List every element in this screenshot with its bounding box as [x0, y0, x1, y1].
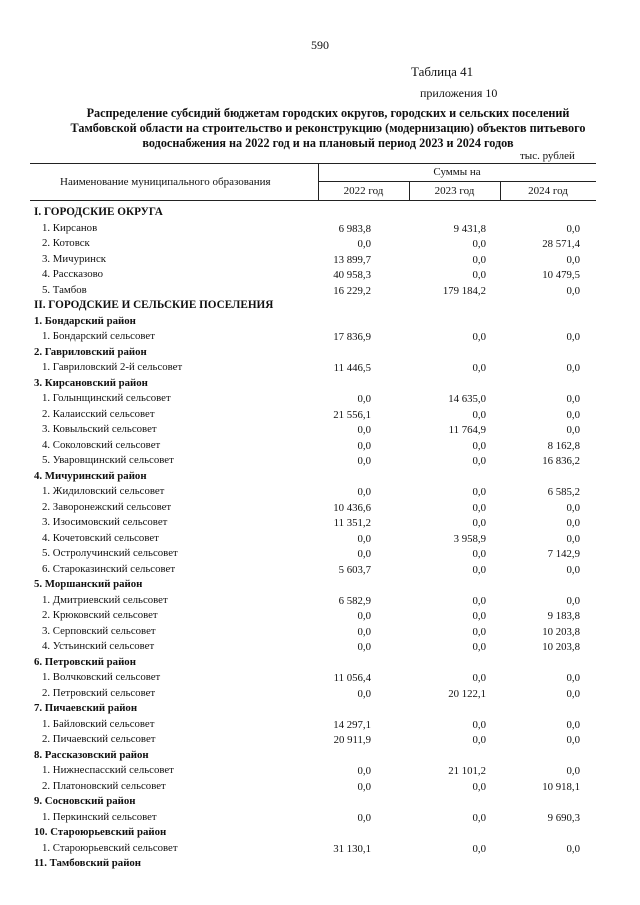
table-row	[34, 391, 594, 407]
table-row	[34, 283, 594, 299]
cell-year-2023: 0,0	[472, 780, 486, 793]
row-label: 5. Уваровщинский сельсовет	[42, 454, 174, 466]
row-label: 2. Петровский сельсовет	[42, 686, 156, 699]
cell-year-2022: 6 983,8	[338, 222, 371, 235]
header-bottom-rule	[30, 200, 596, 201]
row-label: 1. Жидиловский сельсовет	[42, 485, 165, 497]
row-label: 9. Сосновский район	[34, 795, 136, 807]
cell-year-2024: 0,0	[566, 517, 580, 529]
cell-year-2024: 10 203,8	[542, 641, 580, 653]
district-heading-row	[34, 856, 594, 872]
cell-year-2022: 20 911,9	[333, 734, 371, 746]
cell-year-2024: 28 571,4	[542, 238, 580, 250]
cell-year-2024: 0,0	[566, 672, 580, 684]
cell-year-2023: 0,0	[472, 408, 486, 421]
cell-year-2023: 0,0	[472, 455, 486, 467]
table-row	[34, 252, 594, 268]
table-row	[34, 763, 594, 779]
table-row	[34, 438, 594, 454]
table-row	[34, 624, 594, 640]
cell-year-2023: 20 122,1	[448, 687, 486, 700]
cell-year-2024: 0,0	[566, 408, 580, 421]
year-header-2022: 2022 год	[343, 185, 384, 197]
cell-year-2022: 0,0	[357, 424, 371, 436]
cell-year-2022: 6 582,9	[338, 594, 371, 607]
cell-year-2023: 0,0	[472, 811, 486, 824]
cell-year-2022: 11 446,5	[333, 362, 371, 374]
district-heading-row	[34, 314, 594, 330]
cell-year-2022: 0,0	[357, 486, 371, 498]
cell-year-2024: 0,0	[566, 501, 580, 514]
cell-year-2022: 16 229,2	[333, 284, 371, 297]
cell-year-2023: 0,0	[472, 362, 486, 374]
table-row	[34, 453, 594, 469]
table-row	[34, 422, 594, 438]
section-heading-row	[34, 205, 594, 221]
table-row	[34, 639, 594, 655]
cell-year-2022: 11 351,2	[333, 517, 371, 529]
cell-year-2023: 0,0	[472, 842, 486, 855]
row-label: 4. Устьинский сельсовет	[42, 640, 155, 652]
table-row	[34, 267, 594, 283]
row-label: 3. Серповский сельсовет	[42, 624, 156, 637]
cell-year-2023: 0,0	[472, 238, 486, 250]
cell-year-2023: 9 431,8	[453, 222, 486, 235]
district-heading-row	[34, 376, 594, 392]
row-label: 1. Перкинский сельсовет	[42, 810, 157, 823]
district-heading-row	[34, 345, 594, 361]
row-label: 5. Моршанский район	[34, 578, 143, 590]
page-number: 590	[311, 38, 329, 52]
table-row	[34, 608, 594, 624]
cell-year-2023: 3 958,9	[453, 532, 486, 545]
cell-year-2024: 0,0	[566, 734, 580, 746]
cell-year-2022: 0,0	[357, 625, 371, 638]
cell-year-2022: 5 603,7	[338, 563, 371, 576]
row-label: 6. Петровский район	[34, 655, 136, 668]
cell-year-2024: 0,0	[566, 842, 580, 855]
units-label: тыс. рублей	[520, 150, 575, 162]
cell-year-2024: 0,0	[566, 594, 580, 607]
cell-year-2023: 21 101,2	[448, 765, 486, 777]
header-top-rule	[30, 163, 596, 164]
cell-year-2023: 0,0	[472, 594, 486, 607]
table-row	[34, 221, 594, 237]
cell-year-2022: 17 836,9	[333, 331, 371, 343]
row-label: 2. Крюковский сельсовет	[42, 609, 158, 621]
table-row	[34, 593, 594, 609]
cell-year-2022: 40 958,3	[333, 269, 371, 281]
row-label: 5. Остролучинский сельсовет	[42, 547, 178, 559]
cell-year-2022: 0,0	[357, 641, 371, 653]
table-label: Таблица 41	[411, 64, 474, 79]
district-heading-row	[34, 701, 594, 717]
cell-year-2022: 14 297,1	[333, 718, 371, 731]
heading-line: Тамбовской области на строительство и реконструкцию (модернизацию) объектов питьевого	[70, 121, 586, 135]
row-label: 3. Мичуринск	[42, 252, 106, 265]
table-row	[34, 515, 594, 531]
row-label: 2. Платоновский сельсовет	[42, 779, 166, 792]
district-heading-row	[34, 577, 594, 593]
table-row	[34, 670, 594, 686]
cell-year-2022: 11 056,4	[333, 672, 371, 684]
cell-year-2022: 0,0	[357, 765, 371, 777]
row-label: II. ГОРОДСКИЕ И СЕЛЬСКИЕ ПОСЕЛЕНИЯ	[34, 299, 274, 311]
row-label: 6. Староказинский сельсовет	[42, 562, 176, 575]
table-row	[34, 732, 594, 748]
cell-year-2024: 10 918,1	[542, 780, 580, 793]
table-row	[34, 500, 594, 516]
row-label: 1. Бондарский сельсовет	[42, 330, 155, 342]
cell-year-2024: 9 183,8	[547, 610, 580, 622]
row-label: 1. Гавриловский 2-й сельсовет	[42, 361, 183, 373]
cell-year-2024: 0,0	[566, 532, 580, 545]
cell-year-2023: 0,0	[472, 641, 486, 653]
cell-year-2024: 0,0	[566, 424, 580, 436]
row-label: 2. Гавриловский район	[34, 345, 147, 358]
table-row	[34, 717, 594, 733]
cell-year-2024: 8 162,8	[547, 439, 580, 452]
sums-header: Суммы на	[433, 166, 481, 178]
cell-year-2022: 0,0	[357, 455, 371, 467]
cell-year-2022: 0,0	[357, 687, 371, 700]
cell-year-2022: 0,0	[357, 393, 371, 405]
cell-year-2024: 10 203,8	[542, 625, 580, 638]
row-label: 3. Кирсановский район	[34, 376, 148, 389]
cell-year-2023: 0,0	[472, 269, 486, 281]
table-row	[34, 546, 594, 562]
cell-year-2024: 0,0	[566, 393, 580, 405]
table-row	[34, 686, 594, 702]
table-row	[34, 779, 594, 795]
cell-year-2022: 31 130,1	[333, 842, 371, 855]
cell-year-2024: 10 479,5	[542, 269, 580, 281]
cell-year-2022: 0,0	[357, 811, 371, 824]
row-label: 2. Пичаевский сельсовет	[42, 733, 156, 745]
cell-year-2024: 0,0	[566, 284, 580, 297]
row-label: I. ГОРОДСКИЕ ОКРУГА	[34, 206, 163, 218]
row-label: 7. Пичаевский район	[34, 702, 138, 714]
row-label: 2. Калаисский сельсовет	[42, 407, 155, 420]
cell-year-2023: 0,0	[472, 625, 486, 638]
cell-year-2023: 0,0	[472, 718, 486, 731]
cell-year-2022: 13 899,7	[333, 253, 371, 266]
year-header-2023: 2023 год	[434, 185, 475, 197]
cell-year-2023: 0,0	[472, 517, 486, 529]
table-row	[34, 236, 594, 252]
row-label: 1. Дмитриевский сельсовет	[42, 593, 168, 606]
district-heading-row	[34, 748, 594, 764]
table-row	[34, 562, 594, 578]
section-heading-row	[34, 298, 594, 314]
year-header-2024: 2024 год	[528, 185, 568, 197]
row-label: 1. Нижнеспасский сельсовет	[42, 764, 174, 776]
row-label: 2. Заворонежский сельсовет	[42, 500, 172, 513]
cell-year-2024: 0,0	[566, 765, 580, 777]
cell-year-2023: 11 764,9	[448, 424, 486, 436]
row-label: 1. Кирсанов	[42, 221, 98, 234]
cell-year-2022: 0,0	[357, 238, 371, 250]
cell-year-2023: 0,0	[472, 331, 486, 343]
district-heading-row	[34, 794, 594, 810]
row-label: 1. Голынщинский сельсовет	[42, 392, 171, 404]
table-row	[34, 329, 594, 345]
header-mid-rule	[318, 181, 596, 182]
row-label: 4. Кочетовский сельсовет	[42, 531, 159, 544]
cell-year-2023: 0,0	[472, 253, 486, 266]
cell-year-2024: 7 142,9	[547, 548, 580, 560]
cell-year-2024: 0,0	[566, 563, 580, 576]
row-label: 11. Тамбовский район	[34, 857, 142, 869]
cell-year-2023: 0,0	[472, 486, 486, 498]
cell-year-2024: 6 585,2	[547, 486, 580, 498]
table-row	[34, 484, 594, 500]
cell-year-2023: 0,0	[472, 563, 486, 576]
cell-year-2023: 0,0	[472, 672, 486, 684]
document-heading	[28, 106, 628, 151]
cell-year-2023: 0,0	[472, 439, 486, 452]
table-row	[34, 841, 594, 857]
heading-line: Распределение субсидий бюджетам городских округов, городских и сельских поселений	[86, 106, 570, 120]
row-label: 8. Рассказовский район	[34, 748, 149, 761]
district-heading-row	[34, 655, 594, 671]
cell-year-2023: 0,0	[472, 548, 486, 560]
table-row	[34, 407, 594, 423]
cell-year-2023: 14 635,0	[448, 393, 486, 405]
heading-line: водоснабжения на 2022 год и на плановый период 2023 и 2024 годов	[142, 136, 514, 150]
cell-year-2024: 0,0	[566, 253, 580, 266]
cell-year-2022: 10 436,6	[333, 501, 371, 514]
row-label: 2. Котовск	[42, 237, 90, 249]
row-label: 1. Волчковский сельсовет	[42, 671, 161, 683]
cell-year-2022: 0,0	[357, 610, 371, 622]
row-label: 3. Ковыльский сельсовет	[42, 423, 157, 435]
table-row	[34, 531, 594, 547]
cell-year-2023: 179 184,2	[442, 284, 486, 297]
cell-year-2024: 0,0	[566, 718, 580, 731]
cell-year-2022: 0,0	[357, 780, 371, 793]
name-column-header: Наименование муниципального образования	[60, 176, 271, 188]
row-label: 1. Бондарский район	[34, 314, 136, 327]
row-label: 4. Мичуринский район	[34, 469, 147, 482]
row-label: 3. Изосимовский сельсовет	[42, 516, 168, 528]
table-row	[34, 810, 594, 826]
row-label: 1. Староюрьевский сельсовет	[42, 841, 178, 854]
cell-year-2023: 0,0	[472, 734, 486, 746]
cell-year-2024: 16 836,2	[542, 455, 580, 467]
district-heading-row	[34, 469, 594, 485]
cell-year-2023: 0,0	[472, 501, 486, 514]
cell-year-2022: 0,0	[357, 532, 371, 545]
cell-year-2024: 0,0	[566, 222, 580, 235]
cell-year-2024: 0,0	[566, 687, 580, 700]
cell-year-2024: 9 690,3	[547, 811, 580, 824]
cell-year-2024: 0,0	[566, 362, 580, 374]
appendix-label: приложения 10	[420, 86, 498, 100]
table-row	[34, 360, 594, 376]
row-label: 1. Байловский сельсовет	[42, 717, 155, 730]
row-label: 4. Соколовский сельсовет	[42, 438, 161, 451]
cell-year-2022: 0,0	[357, 548, 371, 560]
row-label: 10. Староюрьевский район	[34, 826, 167, 838]
cell-year-2022: 0,0	[357, 439, 371, 452]
district-heading-row	[34, 825, 594, 841]
row-label: 4. Рассказово	[42, 268, 104, 280]
row-label: 5. Тамбов	[42, 283, 87, 296]
cell-year-2024: 0,0	[566, 331, 580, 343]
table-body	[34, 205, 594, 872]
cell-year-2022: 21 556,1	[333, 408, 371, 421]
cell-year-2023: 0,0	[472, 610, 486, 622]
